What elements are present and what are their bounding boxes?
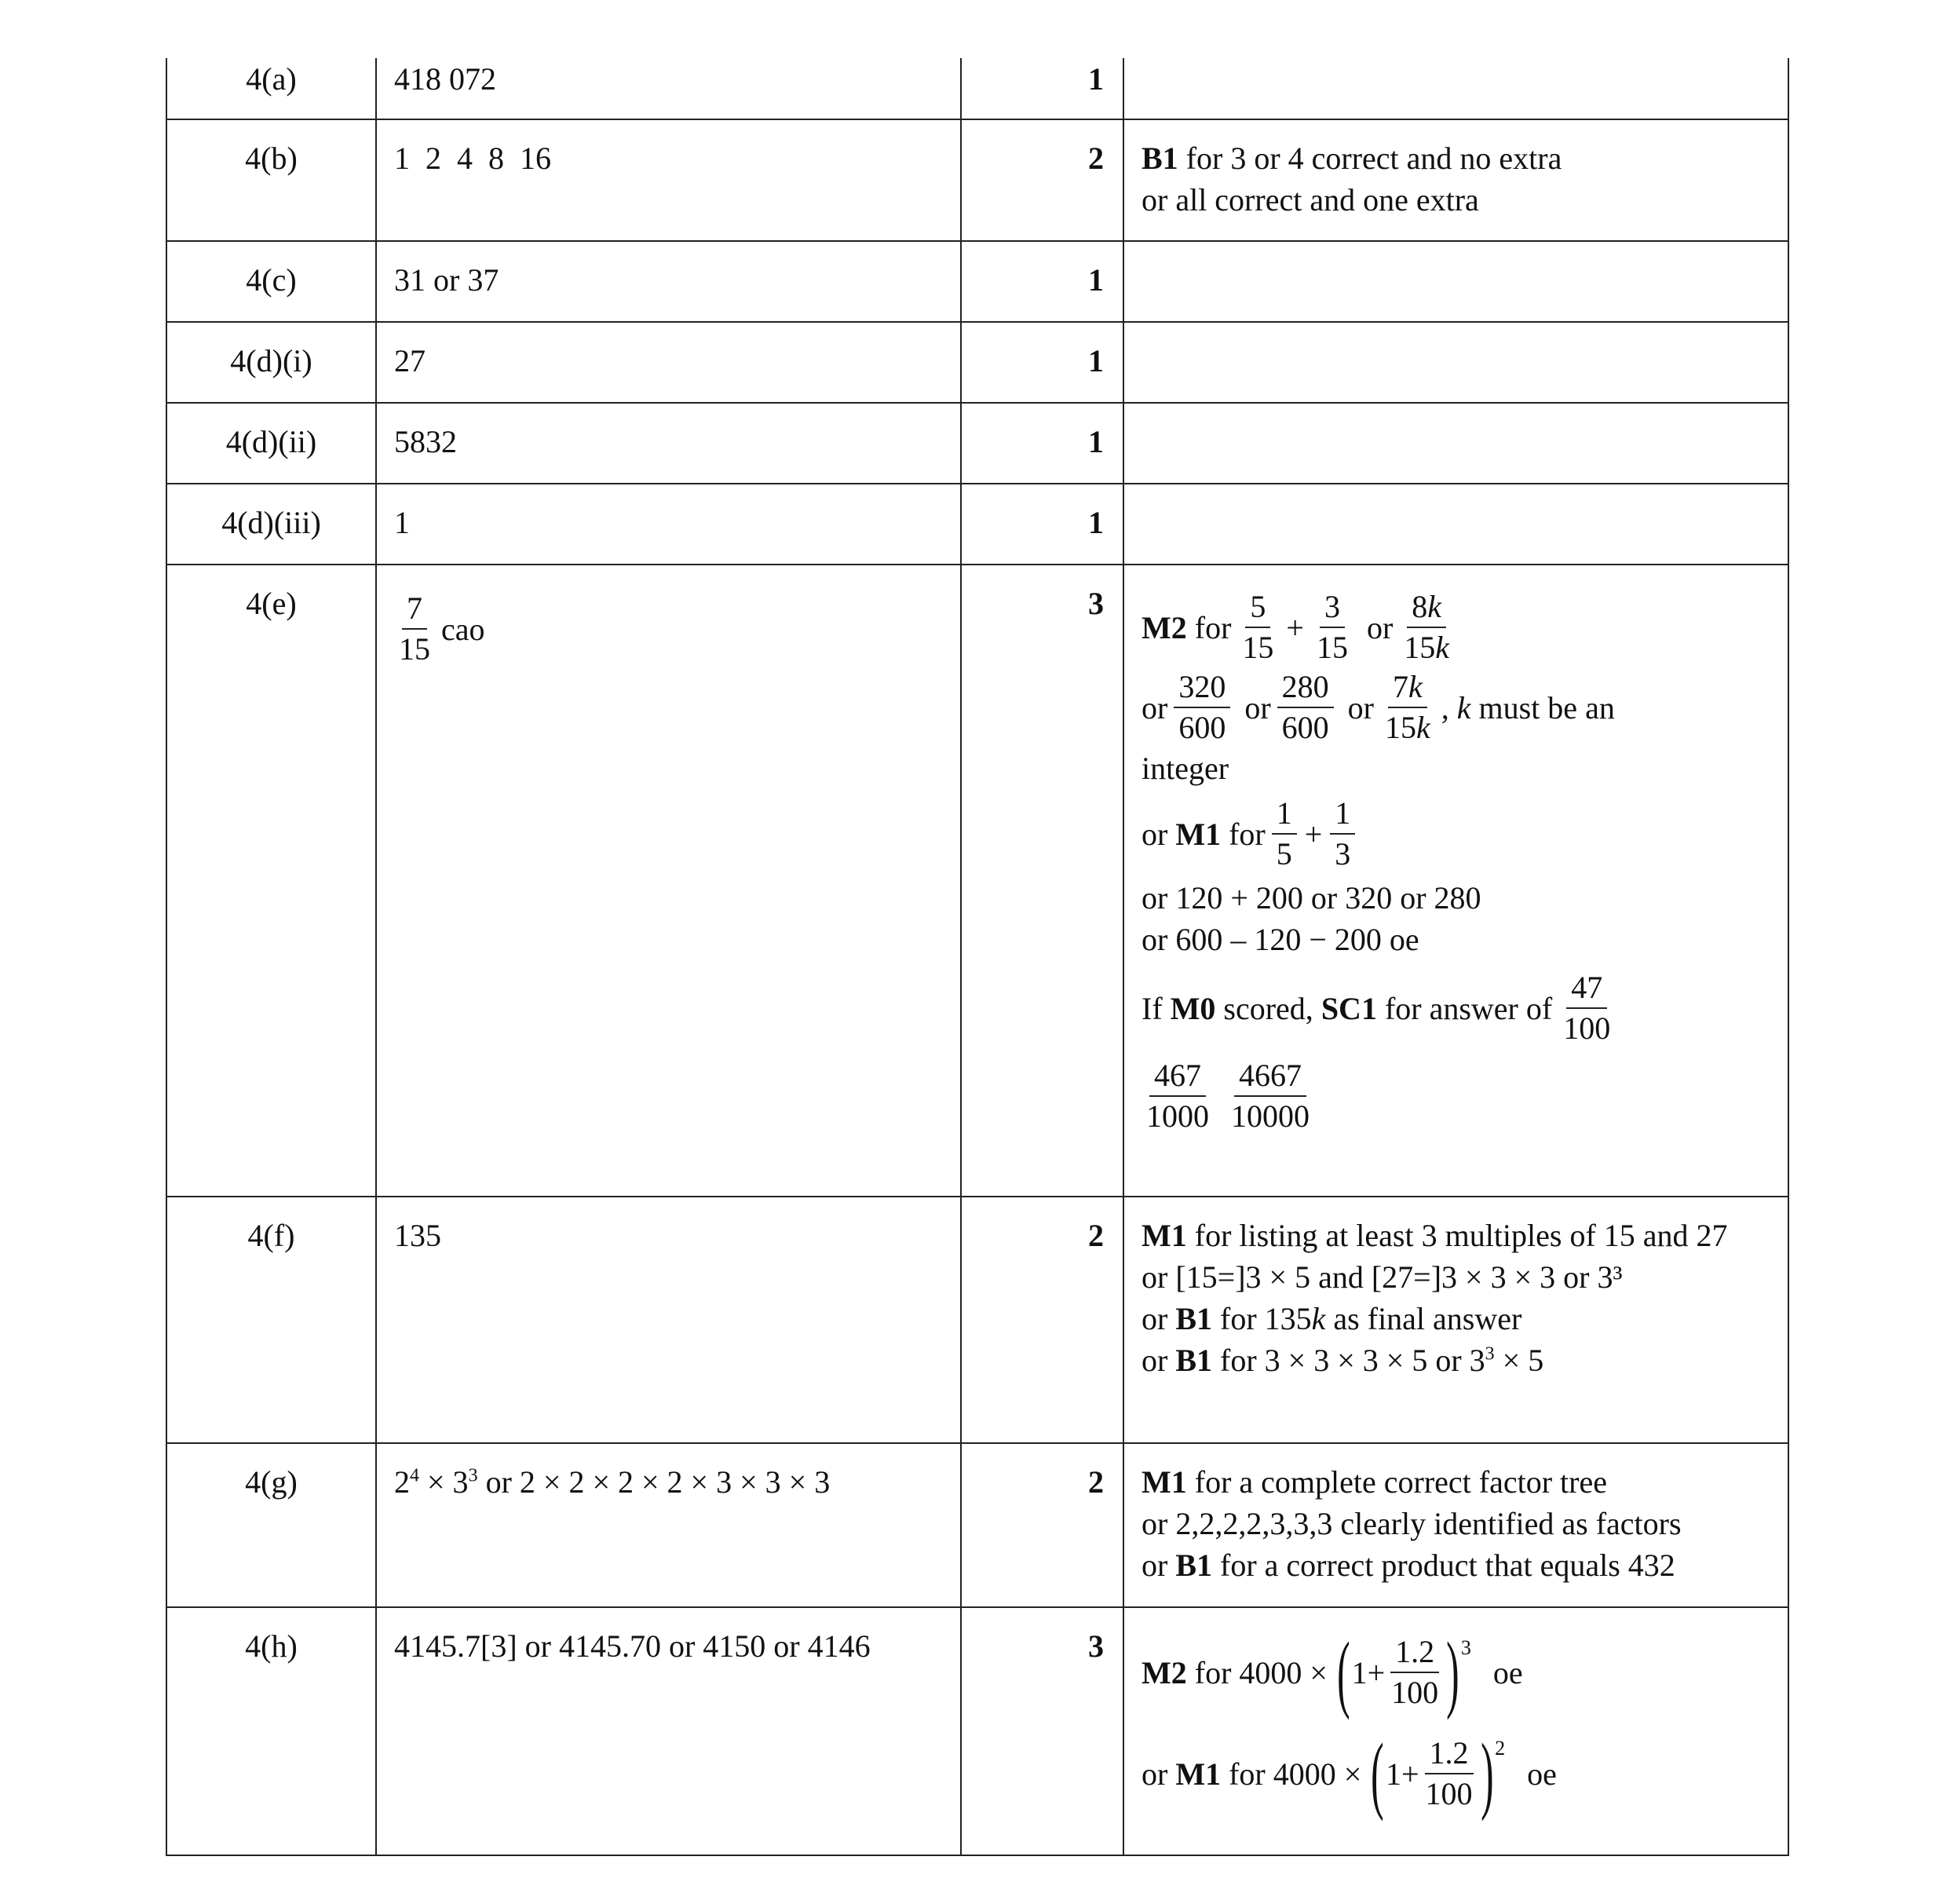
fraction-denominator: 3 bbox=[1335, 836, 1351, 872]
guidance-line bbox=[1142, 565, 1773, 667]
guidance-cell bbox=[1123, 403, 1788, 484]
fraction-numerator: 1 bbox=[1330, 794, 1355, 835]
answer-cell bbox=[376, 565, 961, 1197]
marks-value: 1 bbox=[1088, 343, 1104, 378]
fraction bbox=[1312, 587, 1353, 667]
question-number: 4(d)(iii) bbox=[221, 505, 321, 540]
left-parenthesis: ( bbox=[1371, 1726, 1384, 1822]
guidance-text: × 5 bbox=[1494, 1343, 1544, 1378]
marks-cell bbox=[961, 1443, 1123, 1607]
mark-code: B1 bbox=[1175, 1301, 1213, 1336]
answer-cell bbox=[376, 484, 961, 565]
guidance-line bbox=[1142, 794, 1773, 874]
mark-code: B1 bbox=[1175, 1548, 1213, 1583]
guidance-text: for bbox=[1194, 609, 1232, 645]
question-cell bbox=[166, 1443, 376, 1607]
table-row bbox=[166, 119, 1788, 241]
marks-cell bbox=[961, 403, 1123, 484]
fraction bbox=[1174, 667, 1230, 747]
table-row bbox=[166, 1607, 1788, 1855]
guidance-line bbox=[1142, 1197, 1773, 1256]
guidance-line bbox=[1142, 1298, 1773, 1339]
answer-cell bbox=[376, 1443, 961, 1607]
answer-part: or 2 × 2 × 2 × 2 × 3 × 3 × 3 bbox=[477, 1464, 831, 1500]
question-number: 4(g) bbox=[245, 1464, 298, 1500]
guidance-text: for a complete correct factor tree bbox=[1186, 1464, 1607, 1500]
answer-part: 2 bbox=[394, 1464, 410, 1500]
answer-cell bbox=[376, 241, 961, 322]
table-row bbox=[166, 565, 1788, 1197]
marks-value: 1 bbox=[1088, 505, 1104, 540]
plus-sign: + bbox=[1304, 816, 1323, 852]
guidance-line bbox=[1142, 120, 1773, 179]
marks-value: 1 bbox=[1088, 424, 1104, 459]
guidance-cell bbox=[1123, 58, 1788, 119]
answer-text bbox=[394, 1444, 960, 1503]
guidance-text: or bbox=[1142, 1343, 1176, 1378]
answer-text: 4145.7[3] or 4145.70 or 4150 or 4146 bbox=[394, 1628, 871, 1664]
right-parenthesis: ) bbox=[1480, 1726, 1494, 1822]
mark-scheme-table bbox=[166, 58, 1789, 1856]
question-number: 4(b) bbox=[245, 141, 298, 176]
right-parenthesis: ) bbox=[1446, 1624, 1459, 1720]
mark-code: B1 bbox=[1175, 1343, 1213, 1378]
left-parenthesis: ( bbox=[1337, 1624, 1350, 1720]
guidance-line: or [15=]3 × 5 and [27=]3 × 3 × 3 or 3³ bbox=[1142, 1259, 1623, 1295]
fraction-denominator: 100 bbox=[1563, 1010, 1611, 1046]
question-number: 4(c) bbox=[246, 262, 297, 298]
fraction-numerator bbox=[1407, 587, 1446, 628]
table-row bbox=[166, 403, 1788, 484]
guidance-text: oe bbox=[1492, 1654, 1523, 1690]
table-row bbox=[166, 322, 1788, 403]
marks-cell bbox=[961, 241, 1123, 322]
mark-code: M1 bbox=[1175, 1756, 1222, 1792]
fraction-denominator: 5 bbox=[1276, 836, 1292, 872]
guidance-line: integer bbox=[1142, 751, 1229, 786]
marks-value: 3 bbox=[1088, 586, 1104, 621]
guidance-line bbox=[1142, 1544, 1773, 1586]
question-cell bbox=[166, 119, 376, 241]
answer-text: 418 072 bbox=[394, 61, 496, 97]
guidance-text: , k must be an bbox=[1441, 689, 1615, 725]
guidance-text: or bbox=[1142, 689, 1168, 725]
guidance-cell bbox=[1123, 565, 1788, 1197]
answer-part: × 3 bbox=[419, 1464, 469, 1500]
plus-sign: + bbox=[1286, 609, 1304, 645]
marks-cell bbox=[961, 1197, 1123, 1443]
exponent: 3 bbox=[1485, 1343, 1495, 1365]
fraction bbox=[1142, 1056, 1214, 1136]
guidance-text: for listing at least 3 multiples of 15 and 27 bbox=[1186, 1218, 1728, 1253]
fraction-denominator: 100 bbox=[1425, 1776, 1473, 1811]
answer-cell bbox=[376, 119, 961, 241]
mark-code: M2 bbox=[1142, 1654, 1187, 1690]
answer-text: 5832 bbox=[394, 424, 457, 459]
marks-value: 2 bbox=[1088, 1464, 1104, 1500]
mark-code: M2 bbox=[1142, 609, 1187, 645]
answer-text: 1 bbox=[394, 505, 410, 540]
fraction-numerator: 3 bbox=[1320, 587, 1345, 628]
mark-code: M0 bbox=[1170, 990, 1216, 1026]
guidance-text: 1 bbox=[1351, 1654, 1368, 1690]
question-number: 4(e) bbox=[246, 586, 297, 621]
guidance-line bbox=[1142, 1608, 1773, 1723]
guidance-variable: k bbox=[1311, 1301, 1326, 1336]
guidance-text: If bbox=[1142, 990, 1171, 1026]
question-cell bbox=[166, 403, 376, 484]
fraction-denominator: 15 bbox=[399, 631, 430, 667]
question-cell bbox=[166, 565, 376, 1197]
answer-text: 27 bbox=[394, 343, 426, 378]
fraction-numerator-text: 8k bbox=[1412, 589, 1442, 624]
marks-cell bbox=[961, 58, 1123, 119]
answer-fraction bbox=[394, 589, 435, 669]
fraction bbox=[1237, 587, 1278, 667]
fraction-numerator: 280 bbox=[1277, 667, 1334, 708]
guidance-line: or 2,2,2,2,3,3,3 clearly identified as factors bbox=[1142, 1506, 1682, 1541]
marks-value: 3 bbox=[1088, 1628, 1104, 1664]
guidance-cell bbox=[1123, 1607, 1788, 1855]
answer-fraction-line bbox=[394, 565, 960, 669]
table-row bbox=[166, 484, 1788, 565]
fraction-denominator: 15k bbox=[1384, 710, 1430, 745]
exponent: 2 bbox=[1495, 1737, 1506, 1760]
fraction-denominator: 1000 bbox=[1146, 1098, 1209, 1134]
guidance-text: for 4000 × bbox=[1186, 1654, 1328, 1690]
answer-cell bbox=[376, 403, 961, 484]
guidance-text: or bbox=[1142, 1548, 1176, 1583]
table-row bbox=[166, 1443, 1788, 1607]
mark-code: M1 bbox=[1142, 1218, 1187, 1253]
fraction-numerator: 1.2 bbox=[1425, 1734, 1474, 1774]
question-cell bbox=[166, 1197, 376, 1443]
table-row bbox=[166, 1197, 1788, 1443]
fraction-denominator: 15 bbox=[1242, 630, 1274, 665]
guidance-cell bbox=[1123, 322, 1788, 403]
guidance-text: for 3 × 3 × 3 × 5 or 3 bbox=[1212, 1343, 1485, 1378]
guidance-text: or bbox=[1142, 1301, 1176, 1336]
guidance-line: or 120 + 200 or 320 or 280 bbox=[1142, 880, 1481, 915]
fraction-denominator: 600 bbox=[1281, 710, 1329, 745]
guidance-cell bbox=[1123, 484, 1788, 565]
answer-text: 1 2 4 8 16 bbox=[394, 141, 551, 176]
answer-text: 31 or 37 bbox=[394, 262, 499, 298]
guidance-text: for 3 or 4 correct and no extra bbox=[1178, 141, 1562, 176]
mark-code: M1 bbox=[1142, 1464, 1187, 1500]
exponent: 3 bbox=[1460, 1636, 1471, 1659]
question-cell bbox=[166, 58, 376, 119]
fraction bbox=[1272, 794, 1297, 874]
answer-cell bbox=[376, 322, 961, 403]
fraction bbox=[1399, 587, 1454, 667]
guidance-text: or bbox=[1142, 816, 1176, 852]
answer-cell bbox=[376, 1197, 961, 1443]
guidance-text: for a correct product that equals 432 bbox=[1212, 1548, 1675, 1583]
guidance-text: oe bbox=[1527, 1756, 1557, 1792]
table-row bbox=[166, 241, 1788, 322]
question-cell bbox=[166, 241, 376, 322]
marks-cell bbox=[961, 322, 1123, 403]
fraction-denominator: 15k bbox=[1404, 630, 1450, 665]
guidance-line bbox=[1142, 1056, 1773, 1136]
guidance-cell bbox=[1123, 119, 1788, 241]
guidance-text: for 4000 × bbox=[1221, 1756, 1362, 1792]
marks-cell bbox=[961, 119, 1123, 241]
plus-sign: + bbox=[1401, 1756, 1419, 1792]
guidance-cell bbox=[1123, 1443, 1788, 1607]
fraction-denominator: 15 bbox=[1316, 630, 1348, 665]
guidance-text: for bbox=[1221, 816, 1266, 852]
fraction-numerator: 1.2 bbox=[1390, 1632, 1439, 1673]
marks-cell bbox=[961, 484, 1123, 565]
answer-suffix: cao bbox=[441, 611, 485, 647]
fraction-numerator: 5 bbox=[1245, 587, 1270, 628]
question-cell bbox=[166, 1607, 376, 1855]
question-cell bbox=[166, 322, 376, 403]
marks-value: 1 bbox=[1088, 262, 1104, 298]
guidance-line bbox=[1142, 968, 1773, 1048]
fraction-numerator: 467 bbox=[1149, 1056, 1206, 1097]
fraction-denominator: 600 bbox=[1178, 710, 1226, 745]
guidance-line bbox=[1142, 1444, 1773, 1503]
guidance-line: or 600 – 120 − 200 oe bbox=[1142, 922, 1419, 957]
guidance-text: for answer of bbox=[1376, 990, 1553, 1026]
fraction-numerator: 4667 bbox=[1234, 1056, 1306, 1097]
guidance-text: 1 bbox=[1385, 1756, 1401, 1792]
guidance-line: or all correct and one extra bbox=[1142, 182, 1479, 217]
question-number: 4(d)(ii) bbox=[225, 424, 317, 459]
exponent: 3 bbox=[468, 1465, 478, 1486]
guidance-cell bbox=[1123, 241, 1788, 322]
guidance-text: or bbox=[1142, 1756, 1176, 1792]
fraction-numerator: 1 bbox=[1272, 794, 1297, 835]
guidance-line bbox=[1142, 1723, 1773, 1825]
question-number: 4(h) bbox=[245, 1628, 298, 1664]
answer-text: 135 bbox=[394, 1218, 441, 1253]
fraction-numerator: 47 bbox=[1566, 968, 1607, 1009]
fraction-denominator: 10000 bbox=[1231, 1098, 1310, 1134]
marks-cell bbox=[961, 565, 1123, 1197]
marks-cell bbox=[961, 1607, 1123, 1855]
mark-code: M1 bbox=[1175, 816, 1222, 852]
answer-cell bbox=[376, 1607, 961, 1855]
fraction bbox=[1330, 794, 1355, 874]
guidance-text: scored, bbox=[1215, 990, 1321, 1026]
question-cell bbox=[166, 484, 376, 565]
fraction-numerator: 320 bbox=[1174, 667, 1230, 708]
question-number: 4(d)(i) bbox=[230, 343, 312, 378]
plus-sign: + bbox=[1367, 1654, 1386, 1690]
marks-value: 2 bbox=[1088, 141, 1104, 176]
answer-cell bbox=[376, 58, 961, 119]
fraction bbox=[1277, 667, 1334, 747]
mark-code: B1 bbox=[1142, 141, 1178, 176]
fraction bbox=[1558, 968, 1615, 1048]
fraction bbox=[1226, 1056, 1314, 1136]
table-row bbox=[166, 58, 1788, 119]
mark-code: SC1 bbox=[1321, 990, 1377, 1026]
guidance-text: as final answer bbox=[1325, 1301, 1522, 1336]
guidance-cell bbox=[1123, 1197, 1788, 1443]
marks-value: 2 bbox=[1088, 1218, 1104, 1253]
guidance-line bbox=[1142, 667, 1773, 747]
question-number: 4(f) bbox=[247, 1218, 295, 1253]
fraction-numerator: 7k bbox=[1388, 667, 1427, 708]
guidance-text: or bbox=[1244, 689, 1271, 725]
guidance-text: for 135 bbox=[1212, 1301, 1312, 1336]
exponent: 4 bbox=[410, 1465, 419, 1486]
fraction bbox=[1421, 1734, 1478, 1814]
guidance-line bbox=[1142, 1339, 1773, 1381]
fraction bbox=[1386, 1632, 1443, 1712]
fraction bbox=[1380, 667, 1435, 747]
question-number: 4(a) bbox=[246, 61, 297, 97]
guidance-text: or bbox=[1347, 689, 1374, 725]
guidance-text: or bbox=[1366, 609, 1394, 645]
fraction-numerator: 7 bbox=[402, 589, 427, 630]
marks-value: 1 bbox=[1088, 61, 1104, 97]
fraction-denominator: 100 bbox=[1391, 1675, 1439, 1710]
